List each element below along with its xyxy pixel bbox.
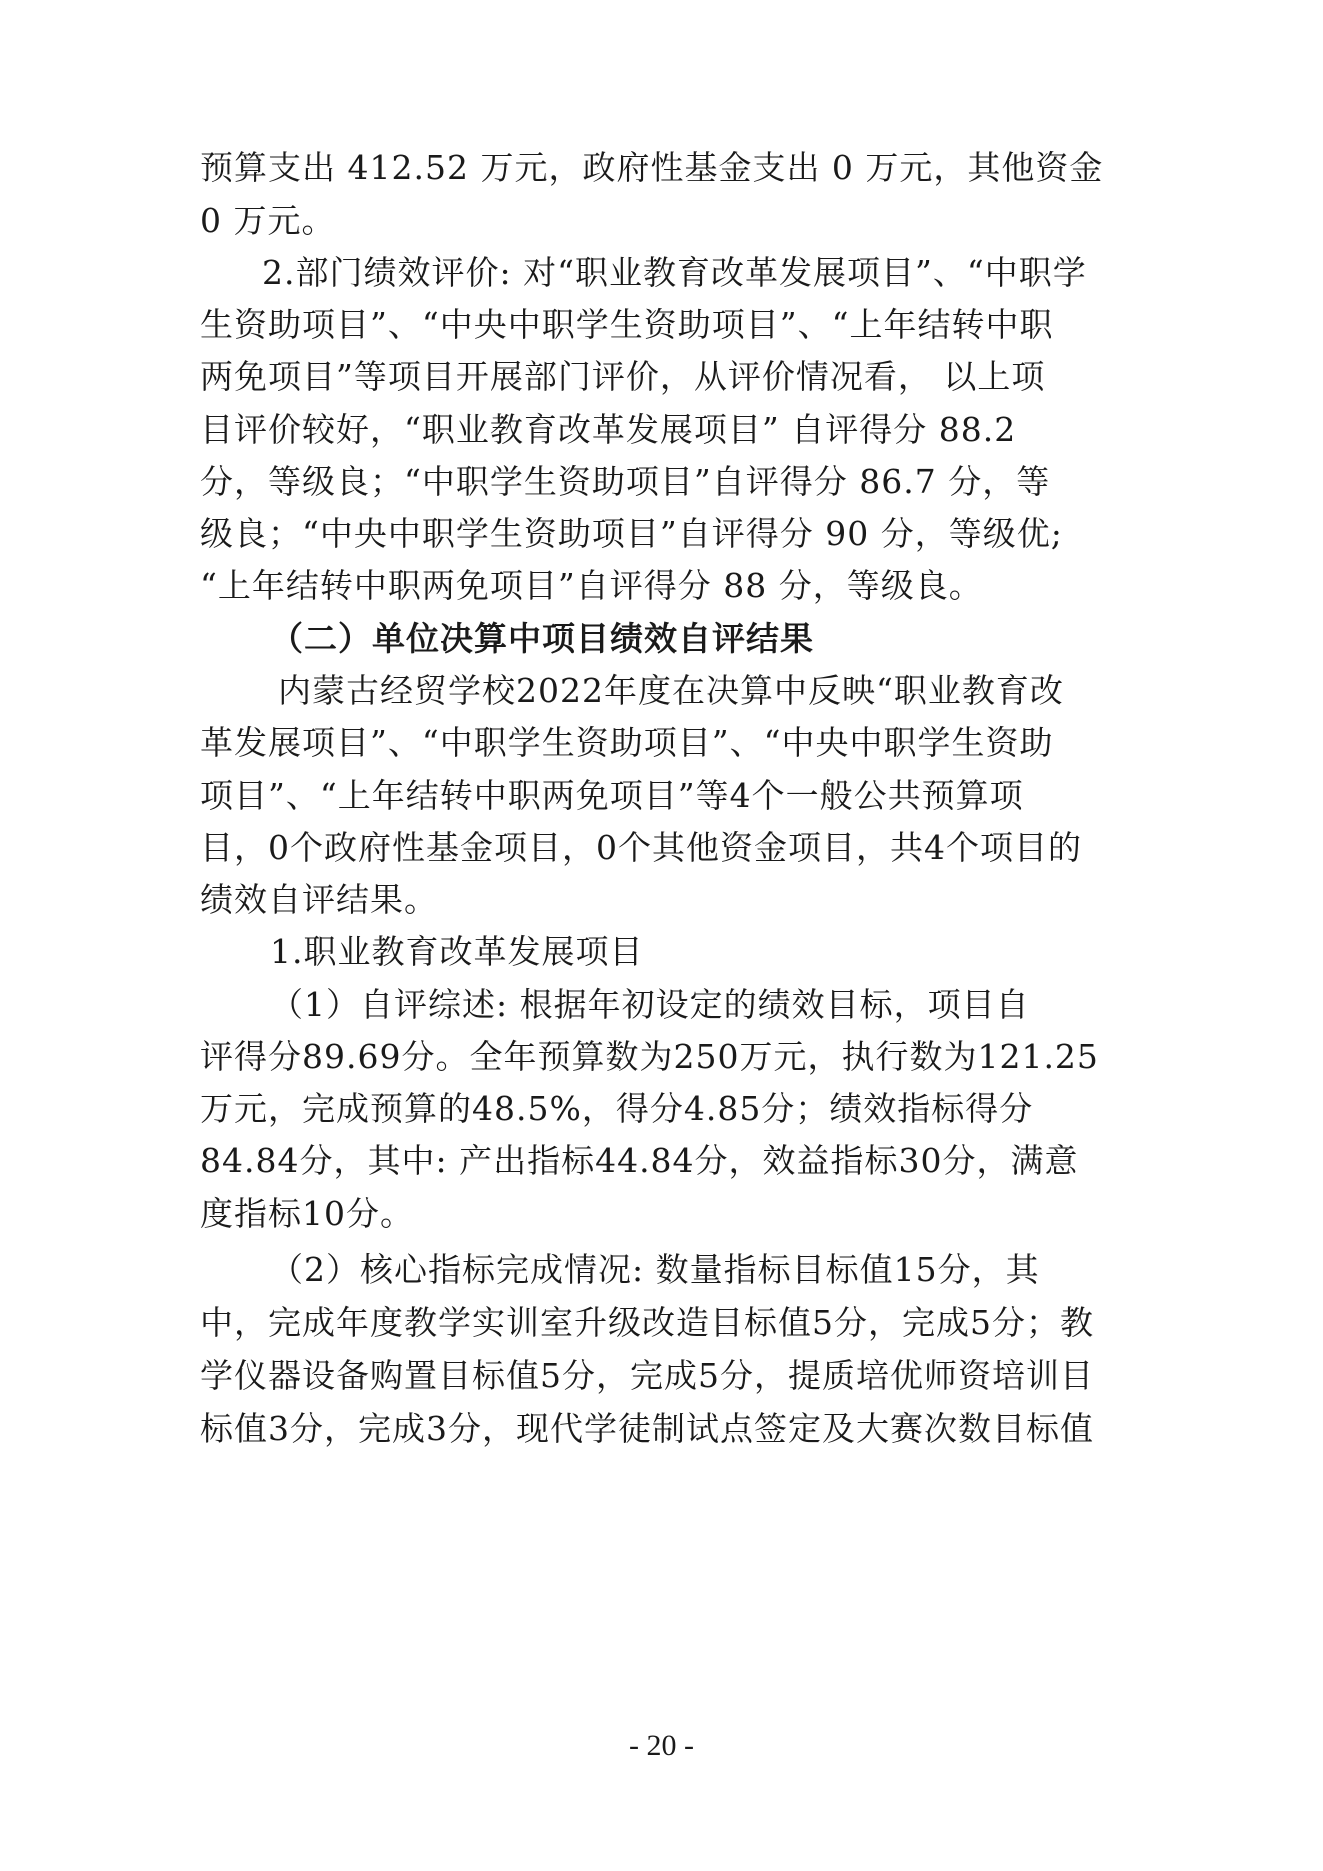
text-line: 0 万元。 <box>200 201 336 240</box>
text-line: （1）自评综述: 根据年初设定的绩效目标，项目自 <box>270 985 1030 1024</box>
text-line: 级良；“中央中职学生资助项目”自评得分 90 分，等级优; <box>200 514 1063 553</box>
text-line: 84.84分，其中: 产出指标44.84分，效益指标30分，满意 <box>200 1141 1079 1180</box>
text-line: 评得分89.69分。全年预算数为250万元，执行数为121.25 <box>200 1037 1099 1076</box>
text-line: 绩效自评结果。 <box>200 880 438 919</box>
section-heading: （二）单位决算中项目绩效自评结果 <box>270 619 814 658</box>
text-line: 预算支出 412.52 万元，政府性基金支出 0 万元，其他资金 <box>200 148 1104 187</box>
text-line: 中，完成年度教学实训室升级改造目标值5分，完成5分；教 <box>200 1303 1094 1342</box>
text-line: 分，等级良；“中职学生资助项目”自评得分 86.7 分，等 <box>200 462 1051 501</box>
text-line: 标值3分，完成3分，现代学徒制试点签定及大赛次数目标值 <box>200 1409 1094 1448</box>
page-number: - 20 - <box>629 1729 694 1762</box>
subsection-heading: 1.职业教育改革发展项目 <box>270 932 644 971</box>
text-line: 万元，完成预算的48.5%，得分4.85分；绩效指标得分 <box>200 1089 1034 1128</box>
text-line: 项目”、“上年结转中职两免项目”等4个一般公共预算项 <box>200 776 1024 815</box>
text-line: 度指标10分。 <box>200 1194 414 1233</box>
text-line: 学仪器设备购置目标值5分，完成5分，提质培优师资培训目 <box>200 1356 1094 1395</box>
text-line: 目，0个政府性基金项目，0个其他资金项目，共4个项目的 <box>200 828 1082 867</box>
text-line: 内蒙古经贸学校2022年度在决算中反映“职业教育改 <box>278 671 1064 710</box>
text-line: 2.部门绩效评价: 对“职业教育改革发展项目”、“中职学 <box>262 253 1087 292</box>
text-line: 两免项目”等项目开展部门评价，从评价情况看， 以上项 <box>200 357 1046 396</box>
text-line: 革发展项目”、“中职学生资助项目”、“中央中职学生资助 <box>200 723 1054 762</box>
text-line: “上年结转中职两免项目”自评得分 88 分，等级良。 <box>200 566 983 605</box>
text-line: 生资助项目”、“中央中职学生资助项目”、“上年结转中职 <box>200 305 1054 344</box>
text-line: （2）核心指标完成情况: 数量指标目标值15分，其 <box>270 1250 1040 1289</box>
text-line: 目评价较好，“职业教育改革发展项目” 自评得分 88.2 <box>200 410 1017 449</box>
